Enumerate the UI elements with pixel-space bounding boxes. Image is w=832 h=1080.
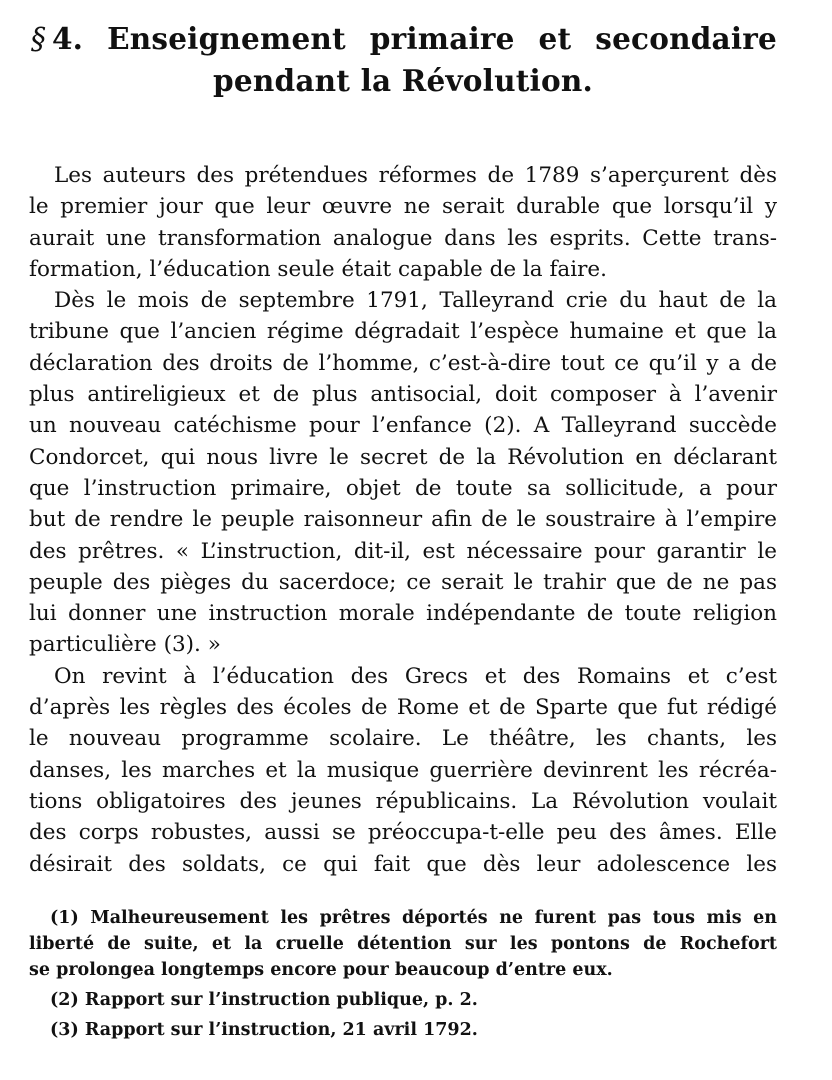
footnotes	[29, 905, 777, 1043]
body-line: désirait des soldats, ce qui fait que dès leur adolescence les	[29, 851, 777, 877]
footnote-1-line: (1) Malheureusement les prêtres déportés ne furent pas tous mis en	[50, 908, 777, 928]
body-line: Les auteurs des prétendues réformes de 1789 s’aperçurent dès	[54, 163, 777, 188]
body-line: des prêtres. « L’instruction, dit-il, est nécessaire pour garantir le	[29, 538, 777, 564]
body-line: danses, les marches et la musique guerrière devinrent les récréa-	[29, 757, 777, 783]
body-line: des corps robustes, aussi se préoccupa-t-elle peu des âmes. Elle	[29, 820, 777, 846]
body-line: le premier jour que leur œuvre ne serait durable que lorsqu’il y	[29, 194, 777, 220]
body-line: but de rendre le peuple raisonneur afin de le soustraire à l’empire	[29, 507, 777, 533]
section-mark: §	[31, 22, 46, 56]
footnote-2: (2) Rapport sur l’instruction publique, p. 2.	[50, 990, 478, 1010]
body-line: un nouveau catéchisme pour l’enfance (2). A Talleyrand succède	[29, 413, 777, 439]
body-line: particulière (3). »	[29, 632, 221, 658]
body-line: peuple des pièges du sacerdoce; ce serait le trahir que de ne pas	[29, 569, 777, 595]
body-line: le nouveau programme scolaire. Le théâtre, les chants, les	[29, 726, 777, 752]
body-text	[29, 160, 777, 880]
heading-line-1-text: 4. Enseignement primaire et secondaire	[51, 21, 777, 56]
heading-line-1	[29, 18, 777, 60]
body-line: plus antireligieux et de plus antisocial, doit composer à l’avenir	[29, 382, 777, 408]
body-line: lui donner une instruction morale indépendante de toute religion	[29, 601, 777, 627]
body-line: tribune que l’ancien régime dégradait l’espèce humaine et que la	[29, 319, 777, 345]
body-line: que l’instruction primaire, objet de toute sa sollicitude, a pour	[29, 475, 777, 501]
body-line: aurait une transformation analogue dans les esprits. Cette trans-	[29, 225, 777, 251]
body-line: On revint à l’éducation des Grecs et des Romains et c’est	[54, 663, 777, 689]
body-line: Dès le mois de septembre 1791, Talleyrand crie du haut de la	[54, 288, 777, 314]
body-line: déclaration des droits de l’homme, c’est-à-dire tout ce qu’il y a de	[29, 350, 777, 376]
body-line: d’après les règles des écoles de Rome et de Sparte que fut rédigé	[29, 695, 777, 721]
body-line: tions obligatoires des jeunes républicains. La Révolution voulait	[29, 788, 777, 814]
footnote-1-line: se prolongea longtemps encore pour beaucoup d’entre eux.	[29, 960, 613, 980]
body-line: formation, l’éducation seule était capable de la faire.	[29, 256, 607, 282]
footnote-1-line: liberté de suite, et la cruelle détention sur les pontons de Rochefort	[29, 934, 777, 954]
footnote-3: (3) Rapport sur l’instruction, 21 avril 1792.	[50, 1020, 478, 1040]
heading-line-2: pendant la Révolution.	[213, 63, 593, 98]
section-heading	[29, 18, 777, 101]
body-line: Condorcet, qui nous livre le secret de la Révolution en déclarant	[29, 444, 777, 470]
